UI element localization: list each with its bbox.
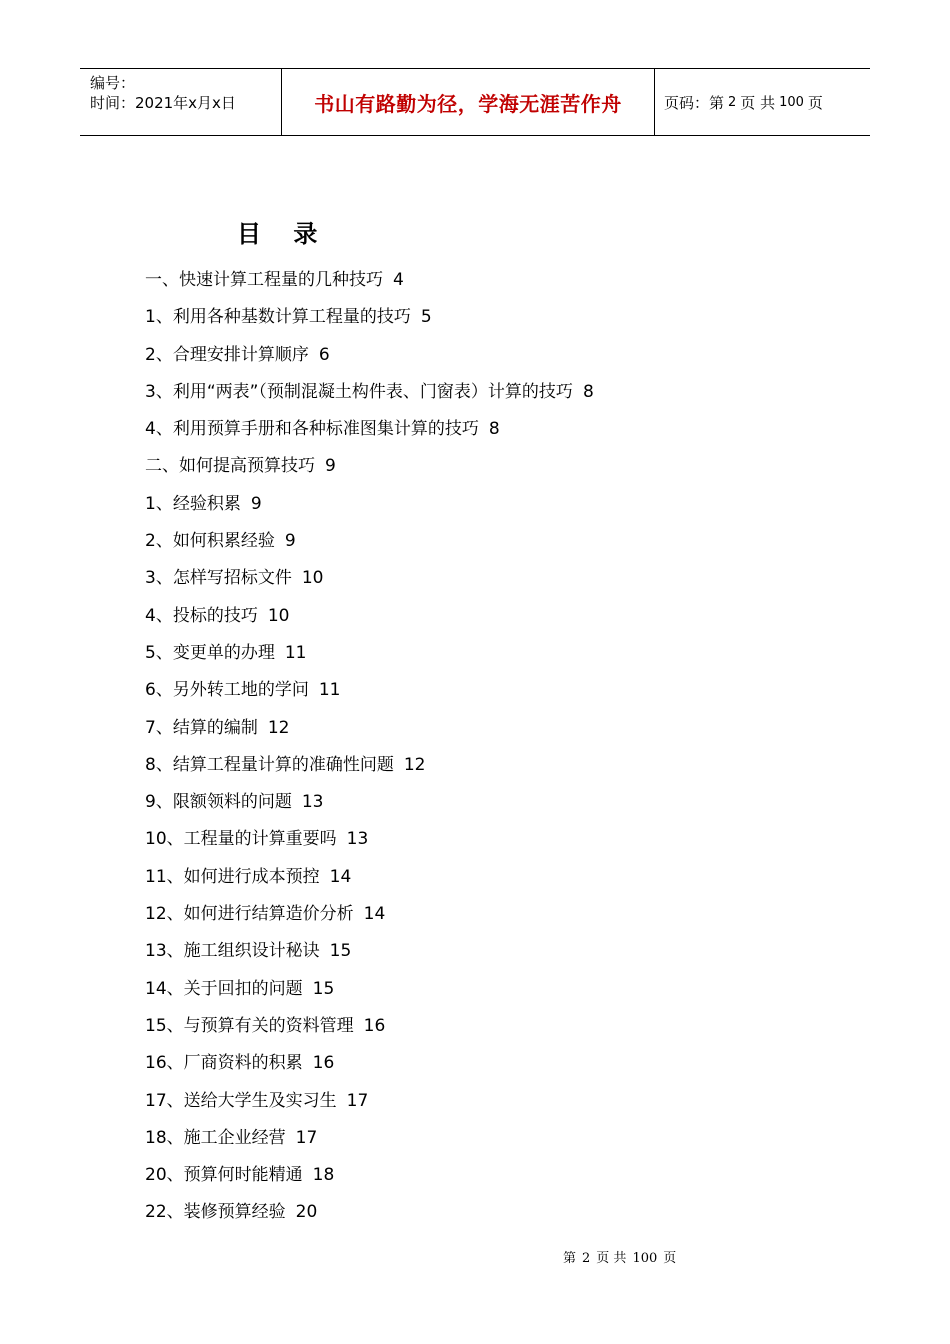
- toc-item[interactable]: [145, 900, 594, 937]
- toc-item-page: 18: [312, 1165, 335, 1186]
- toc-item-page: 20: [295, 1202, 318, 1223]
- toc-item[interactable]: [145, 937, 594, 974]
- toc-item-page: 11: [318, 680, 341, 701]
- toc-item-page: 16: [363, 1015, 386, 1036]
- header-info: [90, 73, 280, 113]
- toc-item[interactable]: [145, 751, 594, 788]
- toc-item-page: 16: [312, 1053, 335, 1074]
- toc-item[interactable]: [145, 863, 594, 900]
- toc-item-text: 13、施工组织设计秘诀: [145, 941, 320, 962]
- toc-item-text: 2、合理安排计算顺序: [145, 344, 309, 365]
- toc-item[interactable]: [145, 1012, 594, 1049]
- toc-item[interactable]: [145, 564, 594, 601]
- document-number-label: 编号：: [90, 74, 136, 92]
- toc-item-text: 4、利用预算手册和各种标准图集计算的技巧: [145, 419, 479, 440]
- toc-item[interactable]: [145, 788, 594, 825]
- toc-item-page: 9: [284, 531, 296, 552]
- toc-item-text: 10、工程量的计算重要吗: [145, 829, 337, 850]
- toc-item-text: 二、如何提高预算技巧: [145, 456, 315, 477]
- toc-item-page: 17: [295, 1127, 318, 1148]
- header-page-suffix: 页: [807, 93, 823, 112]
- toc-item[interactable]: [145, 303, 594, 340]
- toc-item-page: 6: [318, 344, 330, 365]
- toc-item-page: 5: [420, 307, 432, 328]
- footer-current: 2: [582, 1251, 591, 1266]
- toc-item-text: 7、结算的编制: [145, 717, 258, 738]
- toc-item-page: 9: [325, 456, 336, 477]
- header-motto: 书山有路勤为径，学海无涯苦作舟: [314, 91, 622, 116]
- footer-prefix: 第: [563, 1251, 577, 1266]
- toc-item-text: 3、怎样写招标文件: [145, 568, 292, 589]
- toc-item-page: 12: [267, 717, 290, 738]
- header-divider-right: [654, 69, 655, 135]
- toc-item[interactable]: [145, 378, 594, 415]
- toc-item-text: 3、利用“两表”（预制混凝土构件表、门窗表）计算的技巧: [145, 381, 573, 402]
- toc-item-text: 9、限额领料的问题: [145, 792, 292, 813]
- toc-item[interactable]: [145, 266, 594, 303]
- toc-item-page: 14: [329, 866, 352, 887]
- toc-item-text: 8、结算工程量计算的准确性问题: [145, 754, 394, 775]
- toc-item-text: 1、经验积累: [145, 493, 241, 514]
- toc-item-page: 17: [346, 1090, 369, 1111]
- toc-item-page: 14: [363, 904, 386, 925]
- header-page-total: 100: [779, 94, 804, 110]
- footer-suffix: 页: [663, 1251, 677, 1266]
- toc-item-text: 4、投标的技巧: [145, 605, 258, 626]
- toc-item-text: 20、预算何时能精通: [145, 1165, 303, 1186]
- toc-item[interactable]: [145, 452, 594, 489]
- toc-item-text: 22、装修预算经验: [145, 1202, 286, 1223]
- toc-list: [145, 266, 594, 1236]
- page-footer: [563, 1247, 682, 1266]
- footer-total: 100: [632, 1251, 658, 1266]
- toc-item-text: 14、关于回扣的问题: [145, 978, 303, 999]
- toc-item[interactable]: [145, 1124, 594, 1161]
- header-page-mid: 页 共: [740, 93, 776, 112]
- toc-item[interactable]: [145, 1087, 594, 1124]
- toc-item[interactable]: [145, 602, 594, 639]
- toc-item-page: 12: [403, 754, 426, 775]
- toc-item[interactable]: [145, 1161, 594, 1198]
- toc-item[interactable]: [145, 639, 594, 676]
- toc-item-text: 一、快速计算工程量的几种技巧: [145, 270, 383, 290]
- toc-item[interactable]: [145, 825, 594, 862]
- toc-item-text: 5、变更单的办理: [145, 642, 275, 663]
- toc-item-text: 15、与预算有关的资料管理: [145, 1015, 354, 1036]
- toc-item-page: 8: [582, 381, 594, 402]
- toc-item-page: 15: [312, 978, 335, 999]
- toc-item-page: 11: [284, 642, 307, 663]
- toc-item-page: 13: [301, 792, 324, 813]
- toc-item-text: 17、送给大学生及实习生: [145, 1090, 337, 1111]
- header-page-prefix: 页码：第: [664, 93, 725, 112]
- toc-item[interactable]: [145, 341, 594, 378]
- toc-item[interactable]: [145, 714, 594, 751]
- document-date: 时间：2021年x月x日: [90, 94, 236, 112]
- toc-item-page: 10: [267, 605, 290, 626]
- toc-item[interactable]: [145, 1049, 594, 1086]
- toc-item-text: 11、如何进行成本预控: [145, 866, 320, 887]
- toc-item-text: 16、厂商资料的积累: [145, 1053, 303, 1074]
- toc-title: 目 录: [237, 220, 330, 248]
- toc-item-page: 15: [329, 941, 352, 962]
- toc-item-text: 12、如何进行结算造价分析: [145, 904, 354, 925]
- toc-item-page: 9: [250, 493, 262, 514]
- toc-item[interactable]: [145, 415, 594, 452]
- toc-item-page: 13: [346, 829, 369, 850]
- toc-item-text: 6、另外转工地的学问: [145, 680, 309, 701]
- toc-item[interactable]: [145, 1198, 594, 1235]
- footer-mid: 页 共: [596, 1251, 627, 1266]
- toc-item[interactable]: [145, 490, 594, 527]
- toc-item-text: 2、如何积累经验: [145, 531, 275, 552]
- toc-item[interactable]: [145, 527, 594, 564]
- toc-item-page: 8: [488, 419, 500, 440]
- toc-item-page: 10: [301, 568, 324, 589]
- toc-item-text: 18、施工企业经营: [145, 1127, 286, 1148]
- toc-item[interactable]: [145, 676, 594, 713]
- page-header: [80, 68, 870, 136]
- toc-item[interactable]: [145, 975, 594, 1012]
- toc-item-text: 1、利用各种基数计算工程量的技巧: [145, 307, 411, 328]
- toc-item-page: 4: [393, 270, 404, 290]
- header-page-info: [664, 69, 823, 135]
- header-page-current: 2: [728, 94, 737, 110]
